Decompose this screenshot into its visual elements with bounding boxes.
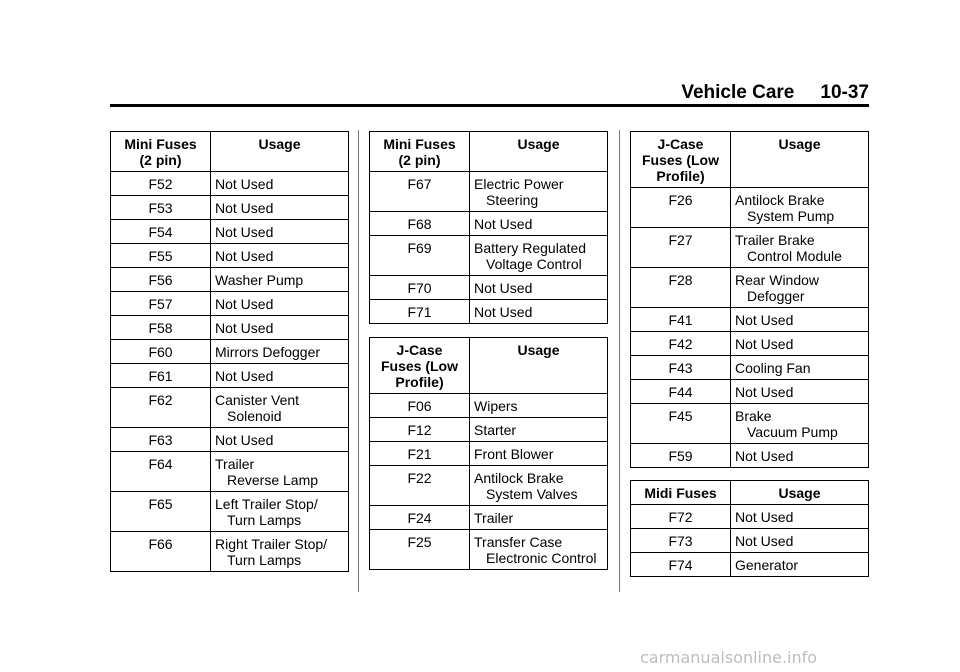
cell-line: Voltage Control [486, 256, 582, 272]
usage-column-header: Usage [211, 132, 349, 172]
fuse-usage [731, 228, 869, 268]
table-row [111, 492, 349, 532]
fuse-id: F28 [631, 268, 731, 308]
fuse-id: F52 [111, 172, 211, 196]
fuse-id: F41 [631, 308, 731, 332]
header-row [631, 481, 869, 505]
table-row [370, 236, 608, 276]
fuse-usage: Not Used [470, 300, 608, 324]
table-row [631, 553, 869, 577]
fuse-usage: Not Used [211, 428, 349, 452]
table-row [111, 316, 349, 340]
fuse-id: F27 [631, 228, 731, 268]
cell-line: Mini Fuses [124, 136, 197, 152]
fuse-id: F60 [111, 340, 211, 364]
fuse-id: F45 [631, 404, 731, 444]
fuse-table-mini-1 [110, 131, 349, 572]
fuse-column-header [370, 132, 470, 172]
fuse-table-jcase-2 [630, 131, 869, 468]
cell-line: Mini Fuses [383, 136, 456, 152]
fuse-table-jcase-1 [369, 337, 608, 570]
fuse-usage [470, 466, 608, 506]
fuse-id: F64 [111, 452, 211, 492]
header-row [631, 132, 869, 188]
table-row [111, 340, 349, 364]
table-row [111, 172, 349, 196]
fuse-column-header: Midi Fuses [631, 481, 731, 505]
table-row [111, 452, 349, 492]
usage-column-header: Usage [470, 338, 608, 394]
cell-line: Transfer Case [474, 534, 563, 550]
fuse-usage: Not Used [211, 244, 349, 268]
fuse-usage [211, 452, 349, 492]
table-row [631, 529, 869, 553]
fuse-id: F63 [111, 428, 211, 452]
fuse-id: F71 [370, 300, 470, 324]
page-number: 10-37 [820, 82, 869, 103]
fuse-usage: Not Used [470, 212, 608, 236]
table-row [111, 428, 349, 452]
cell-line: Trailer [215, 456, 255, 472]
cell-line: Antilock Brake [474, 470, 564, 486]
fuse-column-header [370, 338, 470, 394]
cell-line: J-Case [396, 342, 443, 358]
header-rule [110, 104, 869, 107]
table-row [631, 268, 869, 308]
table-row [111, 292, 349, 316]
cell-line: Antilock Brake [735, 192, 825, 208]
usage-column-header: Usage [731, 481, 869, 505]
fuse-id: F74 [631, 553, 731, 577]
fuse-table-midi [630, 480, 869, 577]
fuse-id: F12 [370, 418, 470, 442]
cell-line: Solenoid [227, 408, 282, 424]
cell-line: J-Case [657, 136, 704, 152]
header-row [370, 132, 608, 172]
fuse-usage [211, 388, 349, 428]
table-row [370, 442, 608, 466]
fuse-id: F22 [370, 466, 470, 506]
table-row [631, 505, 869, 529]
cell-line: Turn Lamps [227, 512, 302, 528]
table-row [370, 530, 608, 570]
table-row [111, 532, 349, 572]
section-title: Vehicle Care [681, 82, 795, 103]
fuse-usage: Not Used [731, 308, 869, 332]
fuse-usage: Not Used [211, 196, 349, 220]
cell-line: Brake [735, 408, 772, 424]
table-row [111, 388, 349, 428]
column-divider [358, 130, 359, 592]
fuse-id: F72 [631, 505, 731, 529]
fuse-usage: Not Used [731, 332, 869, 356]
fuse-id: F42 [631, 332, 731, 356]
fuse-id: F24 [370, 506, 470, 530]
cell-line: Electric Power [474, 176, 564, 192]
cell-line: Left Trailer Stop/ [215, 496, 318, 512]
fuse-usage [731, 268, 869, 308]
fuse-usage: Not Used [211, 316, 349, 340]
usage-column-header: Usage [731, 132, 869, 188]
cell-line: (2 pin) [398, 152, 441, 168]
fuse-id: F57 [111, 292, 211, 316]
fuse-usage: Not Used [211, 220, 349, 244]
fuse-id: F58 [111, 316, 211, 340]
fuse-id: F67 [370, 172, 470, 212]
fuse-usage: Not Used [731, 380, 869, 404]
fuse-usage: Not Used [211, 172, 349, 196]
fuse-id: F70 [370, 276, 470, 300]
fuse-usage [470, 236, 608, 276]
header-row [370, 338, 608, 394]
fuse-id: F06 [370, 394, 470, 418]
cell-line: Battery Regulated [474, 240, 587, 256]
fuse-id: F44 [631, 380, 731, 404]
table-row [370, 394, 608, 418]
table-row [111, 268, 349, 292]
table-row [631, 228, 869, 268]
fuse-usage: Starter [470, 418, 608, 442]
fuse-usage [731, 404, 869, 444]
cell-line: Canister Vent [215, 392, 300, 408]
page-header [110, 82, 869, 104]
fuse-usage [470, 530, 608, 570]
table-row [111, 244, 349, 268]
fuse-usage: Not Used [731, 529, 869, 553]
fuse-id: F54 [111, 220, 211, 244]
table-row [631, 308, 869, 332]
fuse-usage: Not Used [211, 364, 349, 388]
fuse-id: F68 [370, 212, 470, 236]
fuse-id: F65 [111, 492, 211, 532]
cell-line: Steering [486, 192, 539, 208]
table-row [631, 356, 869, 380]
fuse-id: F61 [111, 364, 211, 388]
table-row [631, 444, 869, 468]
table-row [631, 188, 869, 228]
cell-line: Profile) [395, 374, 444, 390]
cell-line: Reverse Lamp [227, 472, 319, 488]
fuse-id: F69 [370, 236, 470, 276]
fuse-usage [211, 492, 349, 532]
fuse-id: F56 [111, 268, 211, 292]
fuse-id: F53 [111, 196, 211, 220]
cell-line: Profile) [656, 168, 705, 184]
table-row [370, 300, 608, 324]
table-row [111, 220, 349, 244]
fuse-id: F62 [111, 388, 211, 428]
fuse-usage: Not Used [470, 276, 608, 300]
table-row [631, 380, 869, 404]
cell-line: Fuses (Low [641, 152, 719, 168]
fuse-usage: Generator [731, 553, 869, 577]
cell-line: System Valves [486, 486, 578, 502]
table-row [370, 466, 608, 506]
watermark: carmanualsonline.info [640, 648, 818, 667]
fuse-column-header [631, 132, 731, 188]
cell-line: Electronic Control [486, 550, 597, 566]
fuse-usage: Mirrors Defogger [211, 340, 349, 364]
fuse-id: F26 [631, 188, 731, 228]
cell-line: Right Trailer Stop/ [215, 536, 328, 552]
cell-line: (2 pin) [139, 152, 182, 168]
table-row [370, 418, 608, 442]
cell-line: Trailer Brake [735, 232, 815, 248]
usage-column-header: Usage [470, 132, 608, 172]
fuse-table-mini-2 [369, 131, 608, 324]
cell-line: Vacuum Pump [747, 424, 838, 440]
fuse-usage: Front Blower [470, 442, 608, 466]
table-row [631, 332, 869, 356]
fuse-usage: Trailer [470, 506, 608, 530]
table-row [111, 364, 349, 388]
fuse-id: F55 [111, 244, 211, 268]
fuse-usage: Not Used [731, 505, 869, 529]
cell-line: Turn Lamps [227, 552, 302, 568]
fuse-usage: Not Used [731, 444, 869, 468]
column-divider [619, 130, 620, 592]
header-row [111, 132, 349, 172]
fuse-usage: Wipers [470, 394, 608, 418]
cell-line: Defogger [747, 288, 805, 304]
fuse-usage [470, 172, 608, 212]
fuse-id: F43 [631, 356, 731, 380]
fuse-id: F25 [370, 530, 470, 570]
cell-line: Control Module [747, 248, 842, 264]
fuse-usage [211, 532, 349, 572]
fuse-column-header [111, 132, 211, 172]
fuse-usage: Not Used [211, 292, 349, 316]
fuse-usage: Washer Pump [211, 268, 349, 292]
table-row [111, 196, 349, 220]
fuse-id: F66 [111, 532, 211, 572]
cell-line: Rear Window [735, 272, 820, 288]
fuse-usage [731, 188, 869, 228]
table-row [631, 404, 869, 444]
table-row [370, 276, 608, 300]
fuse-id: F73 [631, 529, 731, 553]
table-row [370, 506, 608, 530]
cell-line: System Pump [747, 208, 835, 224]
fuse-id: F59 [631, 444, 731, 468]
cell-line: Fuses (Low [380, 358, 458, 374]
table-row [370, 212, 608, 236]
fuse-id: F21 [370, 442, 470, 466]
fuse-usage: Cooling Fan [731, 356, 869, 380]
table-row [370, 172, 608, 212]
